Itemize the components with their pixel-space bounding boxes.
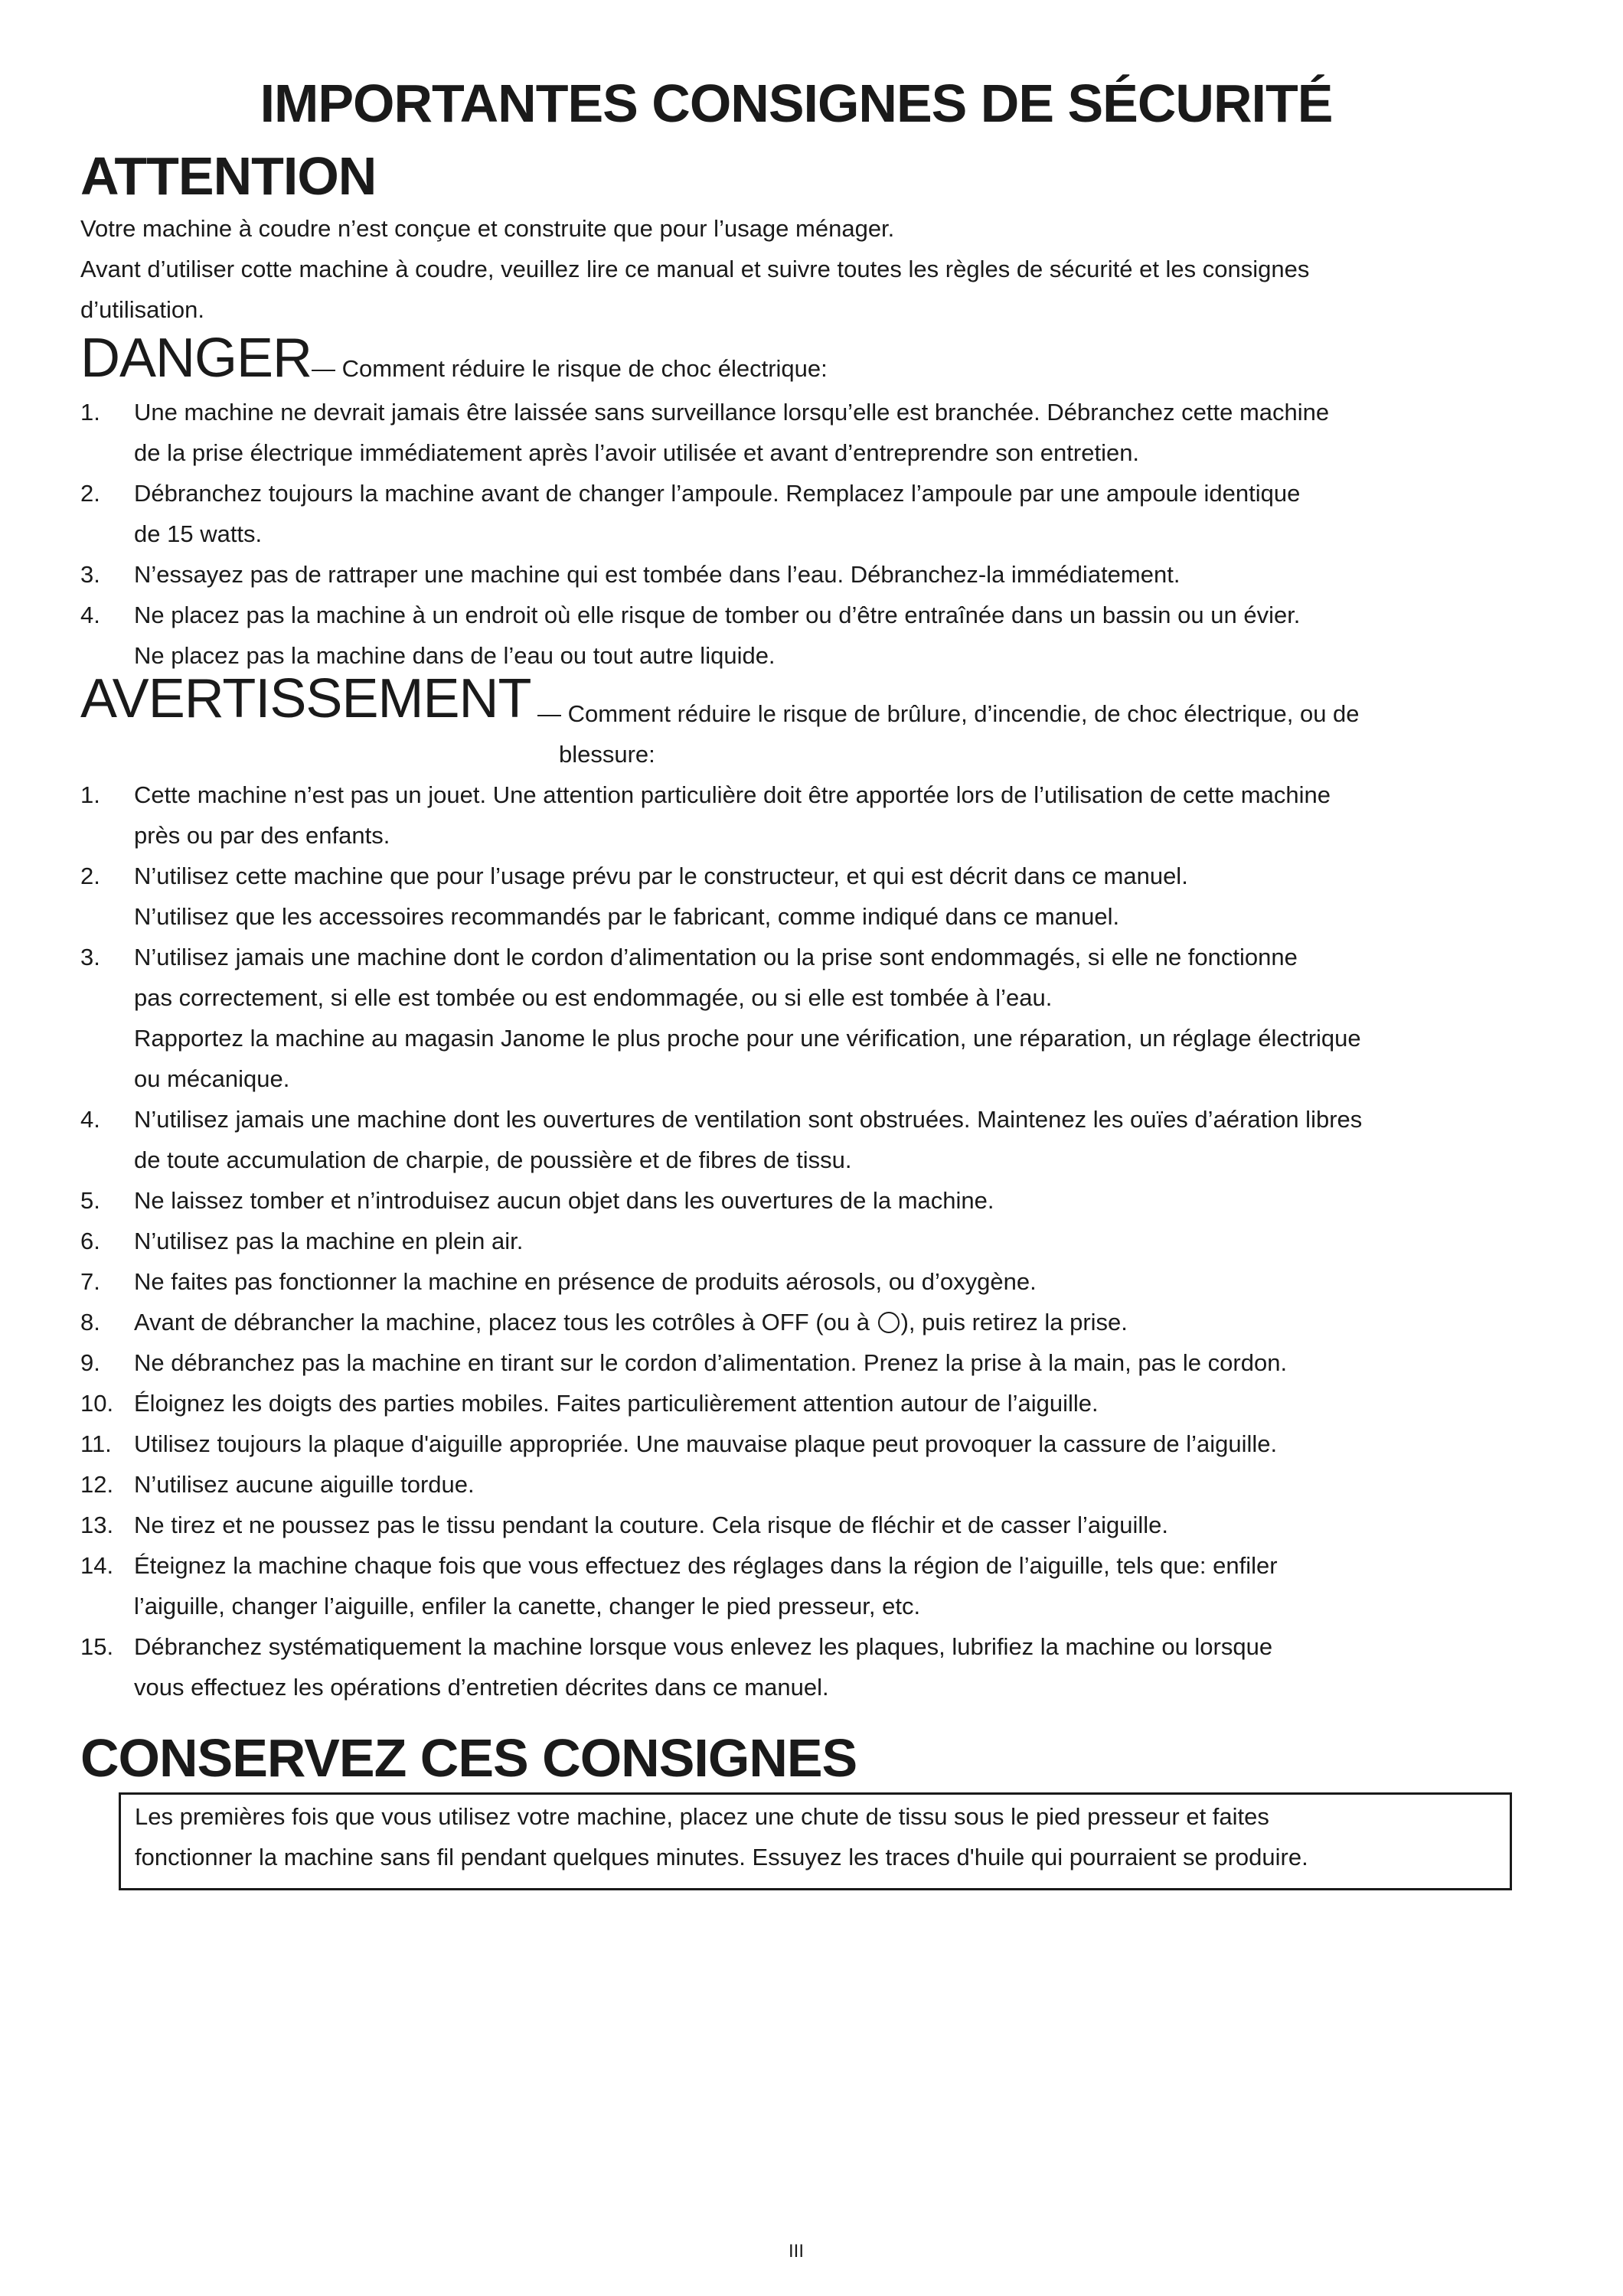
danger-subtitle: — Comment réduire le risque de choc électrique:	[312, 355, 828, 382]
list-item-line: N’utilisez que les accessoires recommandés par le fabricant, comme indiqué dans ce manuel.	[134, 903, 1120, 930]
intro-line: Avant d’utiliser cotte machine à coudre, veuillez lire ce manual et suivre toutes les règles de sécurité et les consignes	[80, 256, 1310, 282]
list-item-line: ou mécanique.	[134, 1065, 290, 1092]
note-line: Les premières fois que vous utilisez votre machine, placez une chute de tissu sous le pied presseur et faites	[135, 1803, 1269, 1830]
list-item-line: Débranchez systématiquement la machine lorsque vous enlevez les plaques, lubrifiez la machine ou lorsque	[134, 1633, 1273, 1660]
list-item-number: 9.	[80, 1349, 100, 1376]
list-item-text: ), puis retirez la prise.	[900, 1309, 1128, 1336]
list-item	[80, 1505, 1550, 1545]
list-item-number: 3.	[80, 944, 100, 970]
list-item-line: Ne débranchez pas la machine en tirant sur le cordon d’alimentation. Prenez la prise à la main, pas le cordon.	[134, 1349, 1288, 1376]
list-item-line: Ne placez pas la machine à un endroit où elle risque de tomber ou d’être entraînée dans un bassin ou un évier.	[134, 602, 1301, 628]
list-item-line: N’utilisez pas la machine en plein air.	[134, 1228, 524, 1254]
avertissement-title: AVERTISSEMENT	[80, 668, 531, 729]
list-item	[80, 1424, 1550, 1464]
list-item-number: 11.	[80, 1430, 112, 1457]
avertissement-subtitle	[537, 693, 1533, 775]
list-item-number: 14.	[80, 1552, 114, 1579]
list-item-number: 6.	[80, 1228, 100, 1254]
list-item	[80, 856, 1550, 937]
avertissement-list	[80, 775, 1550, 1707]
list-item-number: 3.	[80, 561, 100, 588]
attention-heading: ATTENTION	[80, 146, 377, 206]
list-item-line: près ou par des enfants.	[134, 822, 390, 849]
list-item	[80, 1342, 1550, 1383]
list-item	[80, 1545, 1550, 1626]
list-item-number: 2.	[80, 863, 100, 889]
avertissement-heading	[80, 668, 531, 729]
list-item-line: N’utilisez cette machine que pour l’usage prévu par le constructeur, et qui est décrit dans ce manuel.	[134, 863, 1188, 889]
list-item-line: Éteignez la machine chaque fois que vous effectuez des réglages dans la région de l’aiguille, tels que: enfiler	[134, 1552, 1278, 1579]
list-item	[80, 554, 1550, 595]
attention-intro	[80, 208, 1550, 330]
note-line: fonctionner la machine sans fil pendant quelques minutes. Essuyez les traces d'huile qui pourraient se produire.	[135, 1844, 1308, 1870]
list-item	[80, 1261, 1550, 1302]
list-item-number: 4.	[80, 1106, 100, 1133]
intro-line: Votre machine à coudre n’est conçue et construite que pour l’usage ménager.	[80, 215, 895, 242]
list-item-line: l’aiguille, changer l’aiguille, enfiler la canette, changer le pied presseur, etc.	[134, 1593, 921, 1619]
list-item-number: 15.	[80, 1633, 114, 1660]
list-item-line: pas correctement, si elle est tombée ou est endommagée, ou si elle est tombée à l’eau.	[134, 984, 1053, 1011]
list-item-text: Avant de débrancher la machine, placez tous les cotrôles à OFF (ou à	[134, 1309, 877, 1336]
list-item	[80, 937, 1550, 1099]
list-item-number: 1.	[80, 399, 100, 426]
avertissement-subtitle-line: blessure:	[559, 741, 655, 768]
list-item-line: N’utilisez jamais une machine dont le cordon d’alimentation ou la prise sont endommagés, si elle ne fonctionne	[134, 944, 1298, 970]
note-box	[119, 1792, 1512, 1890]
avertissement-subtitle-line: — Comment réduire le risque de brûlure, d’incendie, de choc électrique, ou de	[537, 700, 1360, 727]
list-item	[80, 1180, 1550, 1221]
list-item	[80, 595, 1550, 676]
list-item-line: Ne laissez tomber et n’introduisez aucun objet dans les ouvertures de la machine.	[134, 1187, 994, 1214]
list-item-number: 2.	[80, 480, 100, 507]
list-item-line: de 15 watts.	[134, 520, 263, 547]
list-item	[80, 1302, 1550, 1342]
list-item-line	[134, 1302, 1550, 1342]
list-item-number: 10.	[80, 1390, 114, 1417]
danger-list	[80, 392, 1550, 676]
list-item-line: N’essayez pas de rattraper une machine qui est tombée dans l’eau. Débranchez-la immédiatement.	[134, 561, 1181, 588]
list-item-number: 7.	[80, 1268, 100, 1295]
list-item-line: vous effectuez les opérations d’entretien décrites dans ce manuel.	[134, 1674, 829, 1701]
intro-line: d’utilisation.	[80, 296, 204, 323]
list-item-line: Ne tirez et ne poussez pas le tissu pendant la couture. Cela risque de fléchir et de casser l’aiguille.	[134, 1512, 1168, 1538]
list-item-number: 8.	[80, 1309, 100, 1336]
list-item-line: Ne faites pas fonctionner la machine en présence de produits aérosols, ou d’oxygène.	[134, 1268, 1037, 1295]
page-number: III	[788, 2241, 804, 2262]
list-item-line: de toute accumulation de charpie, de poussière et de fibres de tissu.	[134, 1146, 852, 1173]
list-item-line: Une machine ne devrait jamais être laissée sans surveillance lorsqu’elle est branchée. Débranchez cette machine	[134, 399, 1330, 426]
list-item	[80, 1626, 1550, 1707]
list-item-line: Rapportez la machine au magasin Janome le plus proche pour une vérification, une réparation, un réglage électrique	[134, 1025, 1361, 1052]
list-item	[80, 1221, 1550, 1261]
conserve-heading: CONSERVEZ CES CONSIGNES	[80, 1728, 857, 1788]
list-item-line: Ne placez pas la machine dans de l’eau ou tout autre liquide.	[134, 642, 776, 669]
list-item	[80, 1383, 1550, 1424]
danger-title: DANGER	[80, 328, 312, 389]
list-item-line: Cette machine n’est pas un jouet. Une attention particulière doit être apportée lors de l’utilisation de cette machine	[134, 781, 1331, 808]
list-item-number: 5.	[80, 1187, 100, 1214]
list-item	[80, 775, 1550, 856]
list-item-number: 13.	[80, 1512, 114, 1538]
list-item-line: Utilisez toujours la plaque d'aiguille appropriée. Une mauvaise plaque peut provoquer la cassure de l’aiguille.	[134, 1430, 1278, 1457]
danger-heading	[80, 328, 828, 389]
list-item	[80, 1464, 1550, 1505]
list-item	[80, 1099, 1550, 1180]
list-item-number: 4.	[80, 602, 100, 628]
list-item	[80, 473, 1550, 554]
list-item-line: Débranchez toujours la machine avant de changer l’ampoule. Remplacez l’ampoule par une ampoule identique	[134, 480, 1301, 507]
off-circle-icon	[878, 1312, 900, 1333]
list-item-line: N’utilisez jamais une machine dont les ouvertures de ventilation sont obstruées. Maintenez les ouïes d’aération libres	[134, 1106, 1363, 1133]
list-item-line: Éloignez les doigts des parties mobiles. Faites particulièrement attention autour de l’aiguille.	[134, 1390, 1099, 1417]
list-item	[80, 392, 1550, 473]
list-item-number: 1.	[80, 781, 100, 808]
list-item-line: de la prise électrique immédiatement après l’avoir utilisée et avant d’entreprendre son entretien.	[134, 439, 1140, 466]
list-item-number: 12.	[80, 1471, 114, 1498]
list-item-line: N’utilisez aucune aiguille tordue.	[134, 1471, 475, 1498]
page-title: IMPORTANTES CONSIGNES DE SÉCURITÉ	[260, 73, 1333, 133]
